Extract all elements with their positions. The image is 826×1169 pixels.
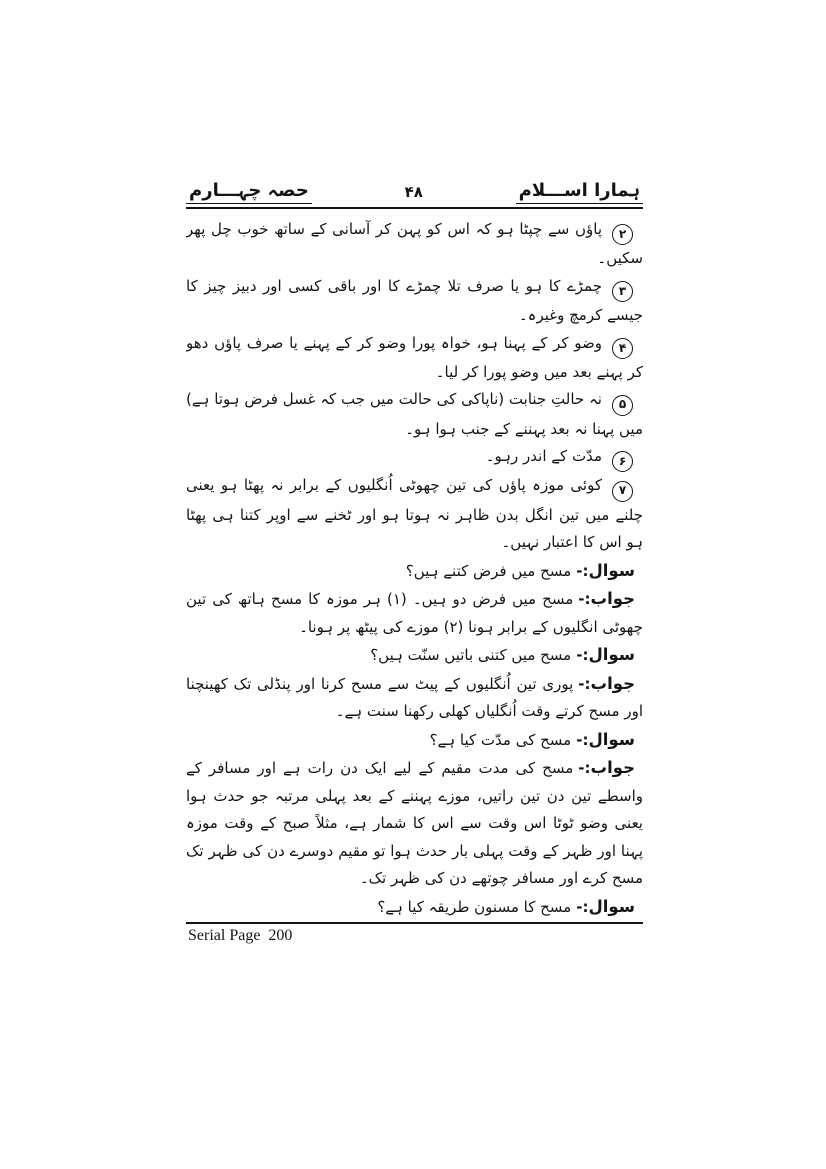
question-text: مسح کا مسنون طریقہ کیا ہے؟ (377, 897, 572, 916)
answer-label: جواب (590, 758, 635, 777)
item-text: وضو کر کے پہنا ہو، خواہ پورا وضو کر کے پہنے یا صرف پاؤں دھو کر پہنے بعد میں وضو پورا کر لیا۔ (186, 333, 643, 381)
qa-separator: :- (578, 759, 591, 777)
item-text: کوئی موزہ پاؤں کی تین چھوٹی اُنگلیوں کے برابر نہ پھٹا ہو یعنی چلنے میں تین انگل بدن ظاہر نہ ہوتا ہو اور ٹخنے سے اوپر کتنا ہی پھٹا ہو اس کا اعتبار نہیں۔ (186, 476, 643, 551)
item-number-badge: ۵ (612, 395, 633, 416)
numbered-item-4 (186, 330, 643, 387)
page-header (186, 180, 643, 204)
item-text: چمڑے کا ہو یا صرف تلا چمڑے کا اور باقی کسی اور دبیز چیز کا جیسے کرمچ وغیرہ۔ (186, 276, 643, 324)
page-content (186, 180, 643, 916)
answer-line (186, 754, 643, 893)
answer-label: جواب (590, 589, 635, 608)
question-line (186, 557, 643, 586)
page-body (186, 216, 643, 916)
item-text: نہ حالتِ جنابت (ناپاکی کی حالت میں جب کہ غسل فرض ہوتا ہے) میں پہنا نہ بعد پہننے کے جنب ہوا ہو۔ (186, 390, 643, 438)
answer-line (186, 585, 643, 641)
item-number-badge: ۷ (612, 481, 633, 502)
numbered-item-5 (186, 386, 643, 443)
question-label: سوال (588, 645, 635, 664)
item-text: مدّت کے اندر رہو۔ (485, 447, 602, 465)
serial-page-label: Serial Page 200 (188, 927, 293, 944)
header-book-title: ہمارا اســـلام (516, 180, 643, 204)
qa-separator: :- (578, 674, 591, 693)
numbered-item-7 (186, 472, 643, 556)
question-line (186, 893, 643, 917)
item-number-badge: ۳ (612, 281, 633, 302)
answer-text: مسح میں فرض دو ہیں۔ (۱) ہر موزہ کا مسح ہاتھ کی تین چھوٹی انگلیوں کے برابر ہونا (۲) موزے کی پیٹھ پر ہونا۔ (186, 590, 643, 636)
answer-text: مسح کی مدت مقیم کے لیے ایک دن رات ہے اور مسافر کے واسطے تین دن تین راتیں، موزے پہننے کے بعد پہلی مرتبہ جو حدث ہوا یعنی وضو ٹوٹا اس وقت سے اس کا شمار ہے، مثلاً صبح کے وقت موزہ پہنا اور ظہر کے وقت پہلی بار حدث ہوا تو مقیم دوسرے دن کی ظہر تک مسح کرے اور مسافر چوتھے دن کی ظہر تک۔ (186, 759, 643, 887)
question-text: مسح کی مدّت کیا ہے؟ (429, 730, 572, 749)
qa-separator: :- (578, 590, 591, 608)
qa-separator: :- (576, 730, 589, 749)
question-text: مسح میں فرض کتنے ہیں؟ (405, 561, 572, 580)
item-number-badge: ۶ (612, 451, 633, 472)
question-text: مسح میں کتنی باتیں سنّت ہیں؟ (370, 646, 572, 664)
header-part-title: حصہ چہـــارم (186, 180, 312, 204)
item-text: پاؤں سے چپٹا ہو کہ اس کو پہن کر آسانی کے ساتھ خوب چل پھر سکیں۔ (186, 220, 643, 268)
question-line (186, 641, 643, 670)
page-footer (186, 922, 643, 945)
question-label: سوال (588, 560, 635, 580)
item-number-badge: ۴ (612, 338, 633, 359)
qa-separator: :- (576, 561, 589, 580)
question-label: سوال (588, 896, 635, 916)
header-page-number: ۴۸ (404, 183, 423, 201)
numbered-item-3 (186, 273, 643, 330)
numbered-item-2 (186, 216, 643, 273)
header-rule (186, 207, 643, 209)
answer-line (186, 670, 643, 726)
footer-rule (186, 922, 643, 924)
qa-separator: :- (576, 897, 589, 916)
numbered-item-6 (186, 443, 643, 472)
qa-separator: :- (576, 646, 589, 664)
item-number-badge: ۲ (612, 224, 633, 245)
question-label: سوال (588, 729, 635, 749)
question-line (186, 726, 643, 755)
answer-label: جواب (590, 673, 635, 693)
answer-text: پوری تین اُنگلیوں کے پیٹ سے مسح کرنا اور پنڈلی تک کھینچنا اور مسح کرتے وقت اُنگلیاں کھلی رکھنا سنت ہے۔ (186, 674, 643, 720)
